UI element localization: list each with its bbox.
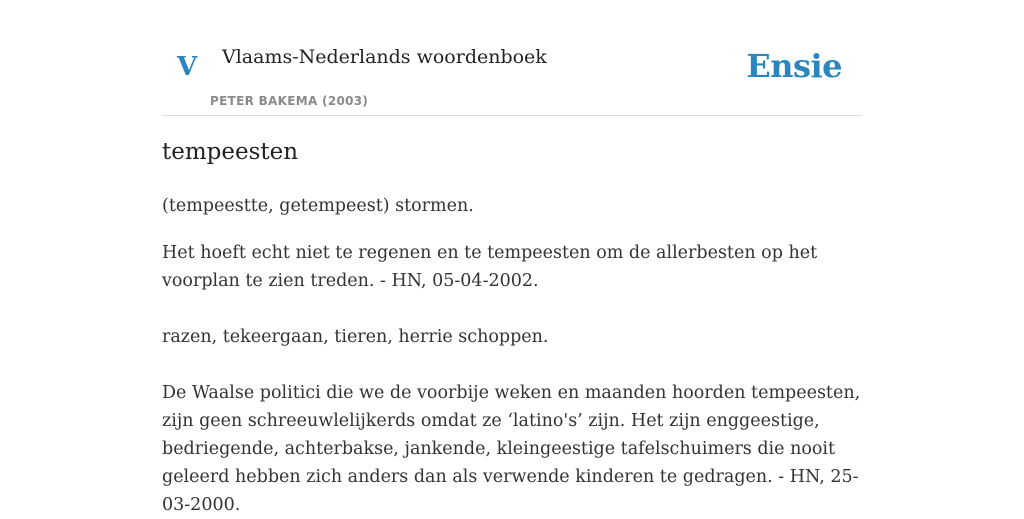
entry-example: De Waalse politici die we de voorbije weken en maanden hoorden tempeesten, zijn geen schreeuwlelijkerds omdat ze ‘latino's’ zijn. Het zijn enggeestige, bedriegende, achterbakse, jankende, kleingeestige tafelschuimers die nooit geleerd hebben zich anders dan als verwende kinderen te gedragen. - HN, 25-03-2000. <box>162 383 861 515</box>
dictionary-card <box>162 0 862 515</box>
dictionary-title[interactable]: Vlaams-Nederlands woordenboek <box>222 46 547 68</box>
entry-definition: (tempeestte, getempeest) stormen. <box>162 196 474 216</box>
dictionary-author: PETER BAKEMA (2003) <box>210 94 369 108</box>
dictionary-logo[interactable]: V <box>177 52 198 82</box>
entry-example: Het hoeft echt niet te regenen en te tempeesten om de allerbesten op het voorplan te zien treden. - HN, 05-04-2002. <box>162 243 818 291</box>
entry-definition: razen, tekeergaan, tieren, herrie schoppen. <box>162 327 549 347</box>
ensie-brand-logo[interactable]: Ensie <box>746 47 842 85</box>
entry-headword: tempeesten <box>162 139 299 165</box>
dictionary-header <box>162 0 862 116</box>
